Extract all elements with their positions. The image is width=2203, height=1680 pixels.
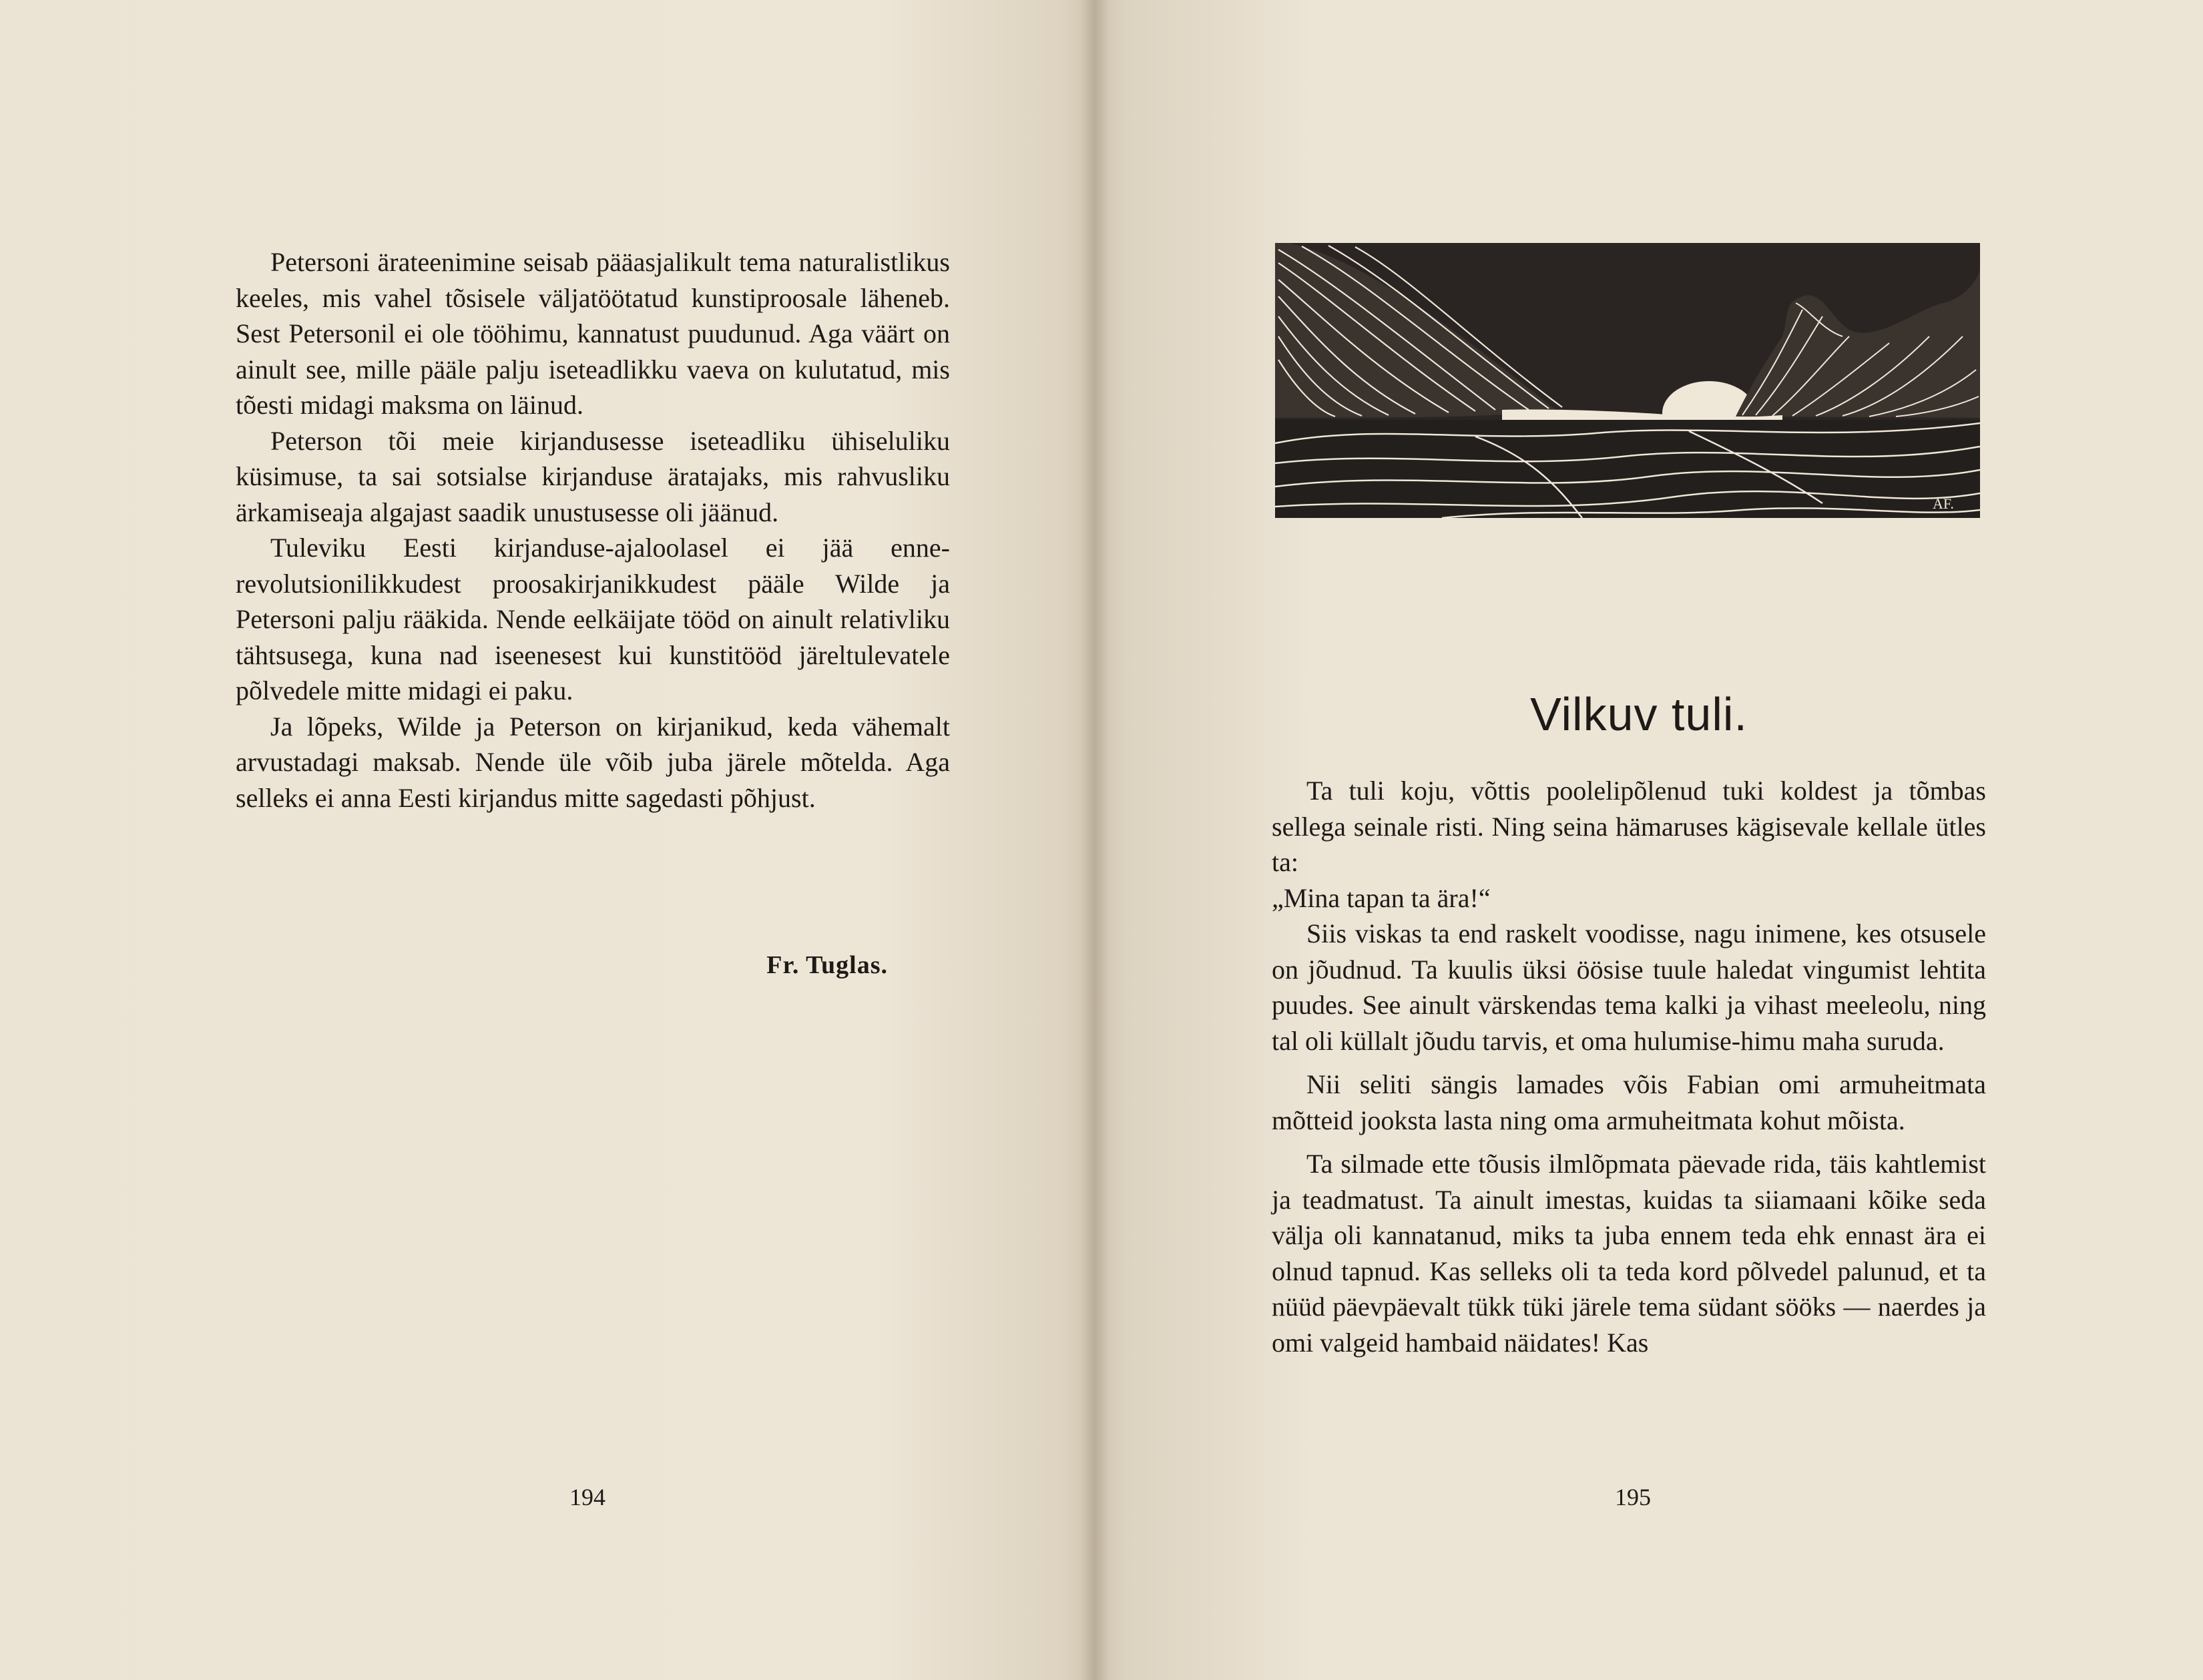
- illustration-monogram: AF.: [1933, 495, 1954, 512]
- right-paragraph-1: Ta tuli koju, võttis poolelipõlenud tuki koldest ja tõmbas sellega seinale risti. Ning seina hämaruses kägisevale kellale ütles ta:: [1272, 776, 1986, 877]
- left-page-body: [236, 244, 950, 816]
- right-page-body: [1272, 773, 1986, 1360]
- left-paragraph-3: Tuleviku Eesti kirjanduse-ajaloolasel ei jää enne-revolutsionilikkudest proosakirjanikkudest pääle Wilde ja Petersoni palju rääkida. Nende eelkäijate tööd on ainult relativliku tähtsusega, kuna nad iseenesest kui kunstitööd järeltulevatele põlvedele mitte midagi ei paku.: [236, 533, 950, 706]
- left-paragraph-2: Peterson tõi meie kirjandusesse iseteadliku ühiseluliku küsimuse, ta sai sotsialse kirjanduse äratajaks, mis rahvusliku ärkamiseaja algajast saadik unustusesse oli jäänud.: [236, 425, 950, 527]
- landscape-woodcut-icon: [1275, 243, 1980, 518]
- right-paragraph-5: Ta silmade ette tõusis ilmlõpmata päevade rida, täis kahtlemist ja teadmatust. Ta ainult imestas, kuidas ta siiamaani kõike seda välja oli kannatanud, miks ta juba ennem teda ehk ennast ära ei olnud tapnud. Kas selleks oli ta teda kord põlvedel palunud, et ta nüüd päevpäevalt tükk tüki järele tema südant sööks — naerdes ja omi valgeid hambaid näidates! Kas: [1272, 1149, 1986, 1358]
- book-gutter: [1080, 0, 1110, 1680]
- right-paragraph-4: Nii seliti sängis lamades võis Fabian omi armuheitmata mõtteid jooksta lasta ning oma armuheitmata kohut mõista.: [1272, 1069, 1986, 1135]
- right-paragraph-3: Siis viskas ta end raskelt voodisse, nagu inimene, kes otsusele on jõudnud. Ta kuulis üksi öösise tuule haledat vingumist lehtita puudes. See ainult värskendas tema kalki ja vihast meeleolu, ning tal oli küllalt jõudu tarvis, et oma hulumise-himu maha suruda.: [1272, 918, 1986, 1056]
- left-paragraph-4: Ja lõpeks, Wilde ja Peterson on kirjanikud, keda vähemalt arvustadagi maksab. Nende üle võib juba järele mõtelda. Aga selleks ei anna Eesti kirjandus mitte sagedasti põhjust.: [236, 711, 950, 813]
- right-paragraph-2: „Mina tapan ta ära!“: [1272, 882, 1491, 913]
- page-number-right: 195: [1615, 1484, 1651, 1510]
- left-paragraph-1: Petersoni ärateenimine seisab pääasjalikult tema naturalistlikus keeles, mis vahel tõsisele väljatöötatud kunstiproosale läheneb. Sest Petersonil ei ole tööhimu, kannatust puudunud. Aga väärt on ainult see, mille pääle palju iseteadlikku vaeva on kulutatud, mis tõesti midagi maksma on läinud.: [236, 247, 950, 420]
- page-number-left: 194: [569, 1484, 605, 1510]
- chapter-title: Vilkuv tuli.: [1530, 688, 1748, 740]
- author-signature: Fr. Tuglas.: [766, 951, 888, 979]
